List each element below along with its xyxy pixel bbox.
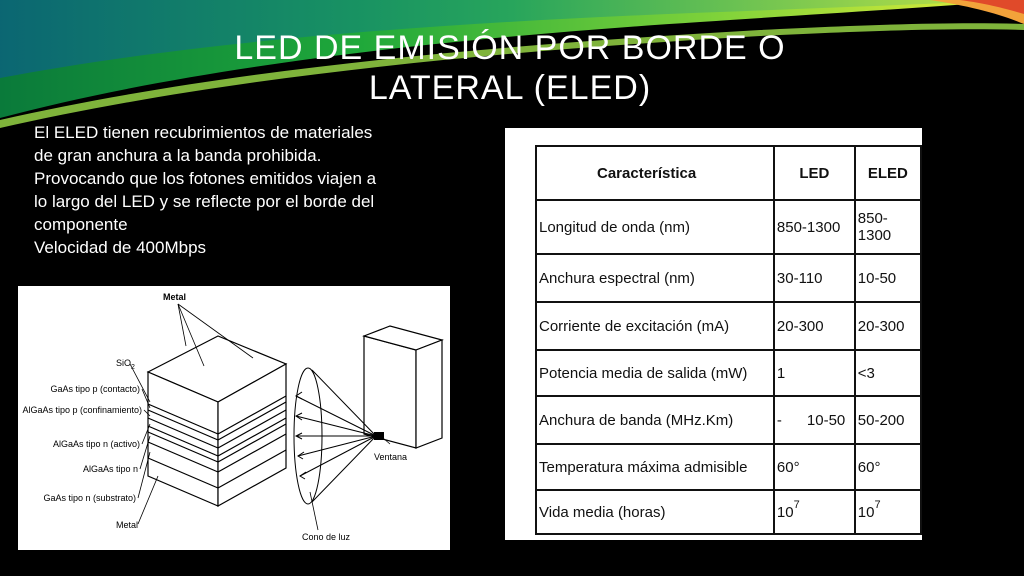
row-led-value: 850-1300: [774, 200, 855, 254]
body-text: [34, 121, 394, 259]
row-eled-value: 50-200: [855, 396, 921, 444]
label-cono-de-luz: Cono de luz: [302, 532, 351, 542]
row-label: Anchura espectral (nm): [536, 254, 774, 302]
label-sio2: SiO$_2$: [116, 358, 135, 371]
label-metal-bottom: Metal: [116, 520, 139, 530]
row-eled-value: 60°: [855, 444, 921, 490]
eled-emitter-block: [364, 326, 442, 448]
eled-diagram: [18, 286, 450, 550]
row-eled-value: 10-50: [855, 254, 921, 302]
header-eled: ELED: [855, 146, 921, 200]
label-metal-top: Metal: [163, 292, 187, 302]
layered-chip: [148, 336, 286, 506]
row-label: Longitud de onda (nm): [536, 200, 774, 254]
row-label: Potencia media de salida (mW): [536, 350, 774, 396]
row-eled-value: 20-300: [855, 302, 921, 350]
row-eled-value: $10^7$: [855, 490, 921, 534]
row-eled-value: 850-1300: [855, 200, 921, 254]
header-led: LED: [774, 146, 855, 200]
label-algaas-n: AlGaAs tipo n: [82, 464, 138, 474]
row-led-value: 30-110: [774, 254, 855, 302]
row-led-value: 1: [774, 350, 855, 396]
label-gaas-n: GaAs tipo n (substrato): [43, 493, 136, 503]
header-caracteristica: Característica: [536, 146, 774, 200]
row-label: Temperatura máxima admisible: [536, 444, 774, 490]
comparison-table: [535, 145, 922, 535]
label-algaas-p: AlGaAs tipo p (confinamiento): [22, 405, 142, 415]
row-label: Corriente de excitación (mA): [536, 302, 774, 350]
slide-title: LED DE EMISIÓN POR BORDE O LATERAL (ELED): [234, 29, 786, 107]
row-led-value: - 10-50: [774, 396, 855, 444]
row-label: Vida media (horas): [536, 490, 774, 534]
comparison-table-image: [505, 128, 922, 540]
body-speed-line: Velocidad de 400Mbps: [34, 238, 207, 257]
label-gaas-p: GaAs tipo p (contacto): [50, 384, 140, 394]
row-led-value: 20-300: [774, 302, 855, 350]
row-eled-value: <3: [855, 350, 921, 396]
body-paragraph: El ELED tienen recubrimientos de materiales de gran anchura a la banda prohibida. Provocando que los fotones emitidos viajen a lo largo del LED y se reflecte por el borde del componente: [34, 123, 377, 234]
label-algaas-n-active: AlGaAs tipo n (activo): [52, 439, 140, 449]
label-ventana: Ventana: [374, 452, 408, 462]
row-led-value: $10^7$: [774, 490, 855, 534]
row-led-value: 60°: [774, 444, 855, 490]
row-label: Anchura de banda (MHz.Km): [536, 396, 774, 444]
